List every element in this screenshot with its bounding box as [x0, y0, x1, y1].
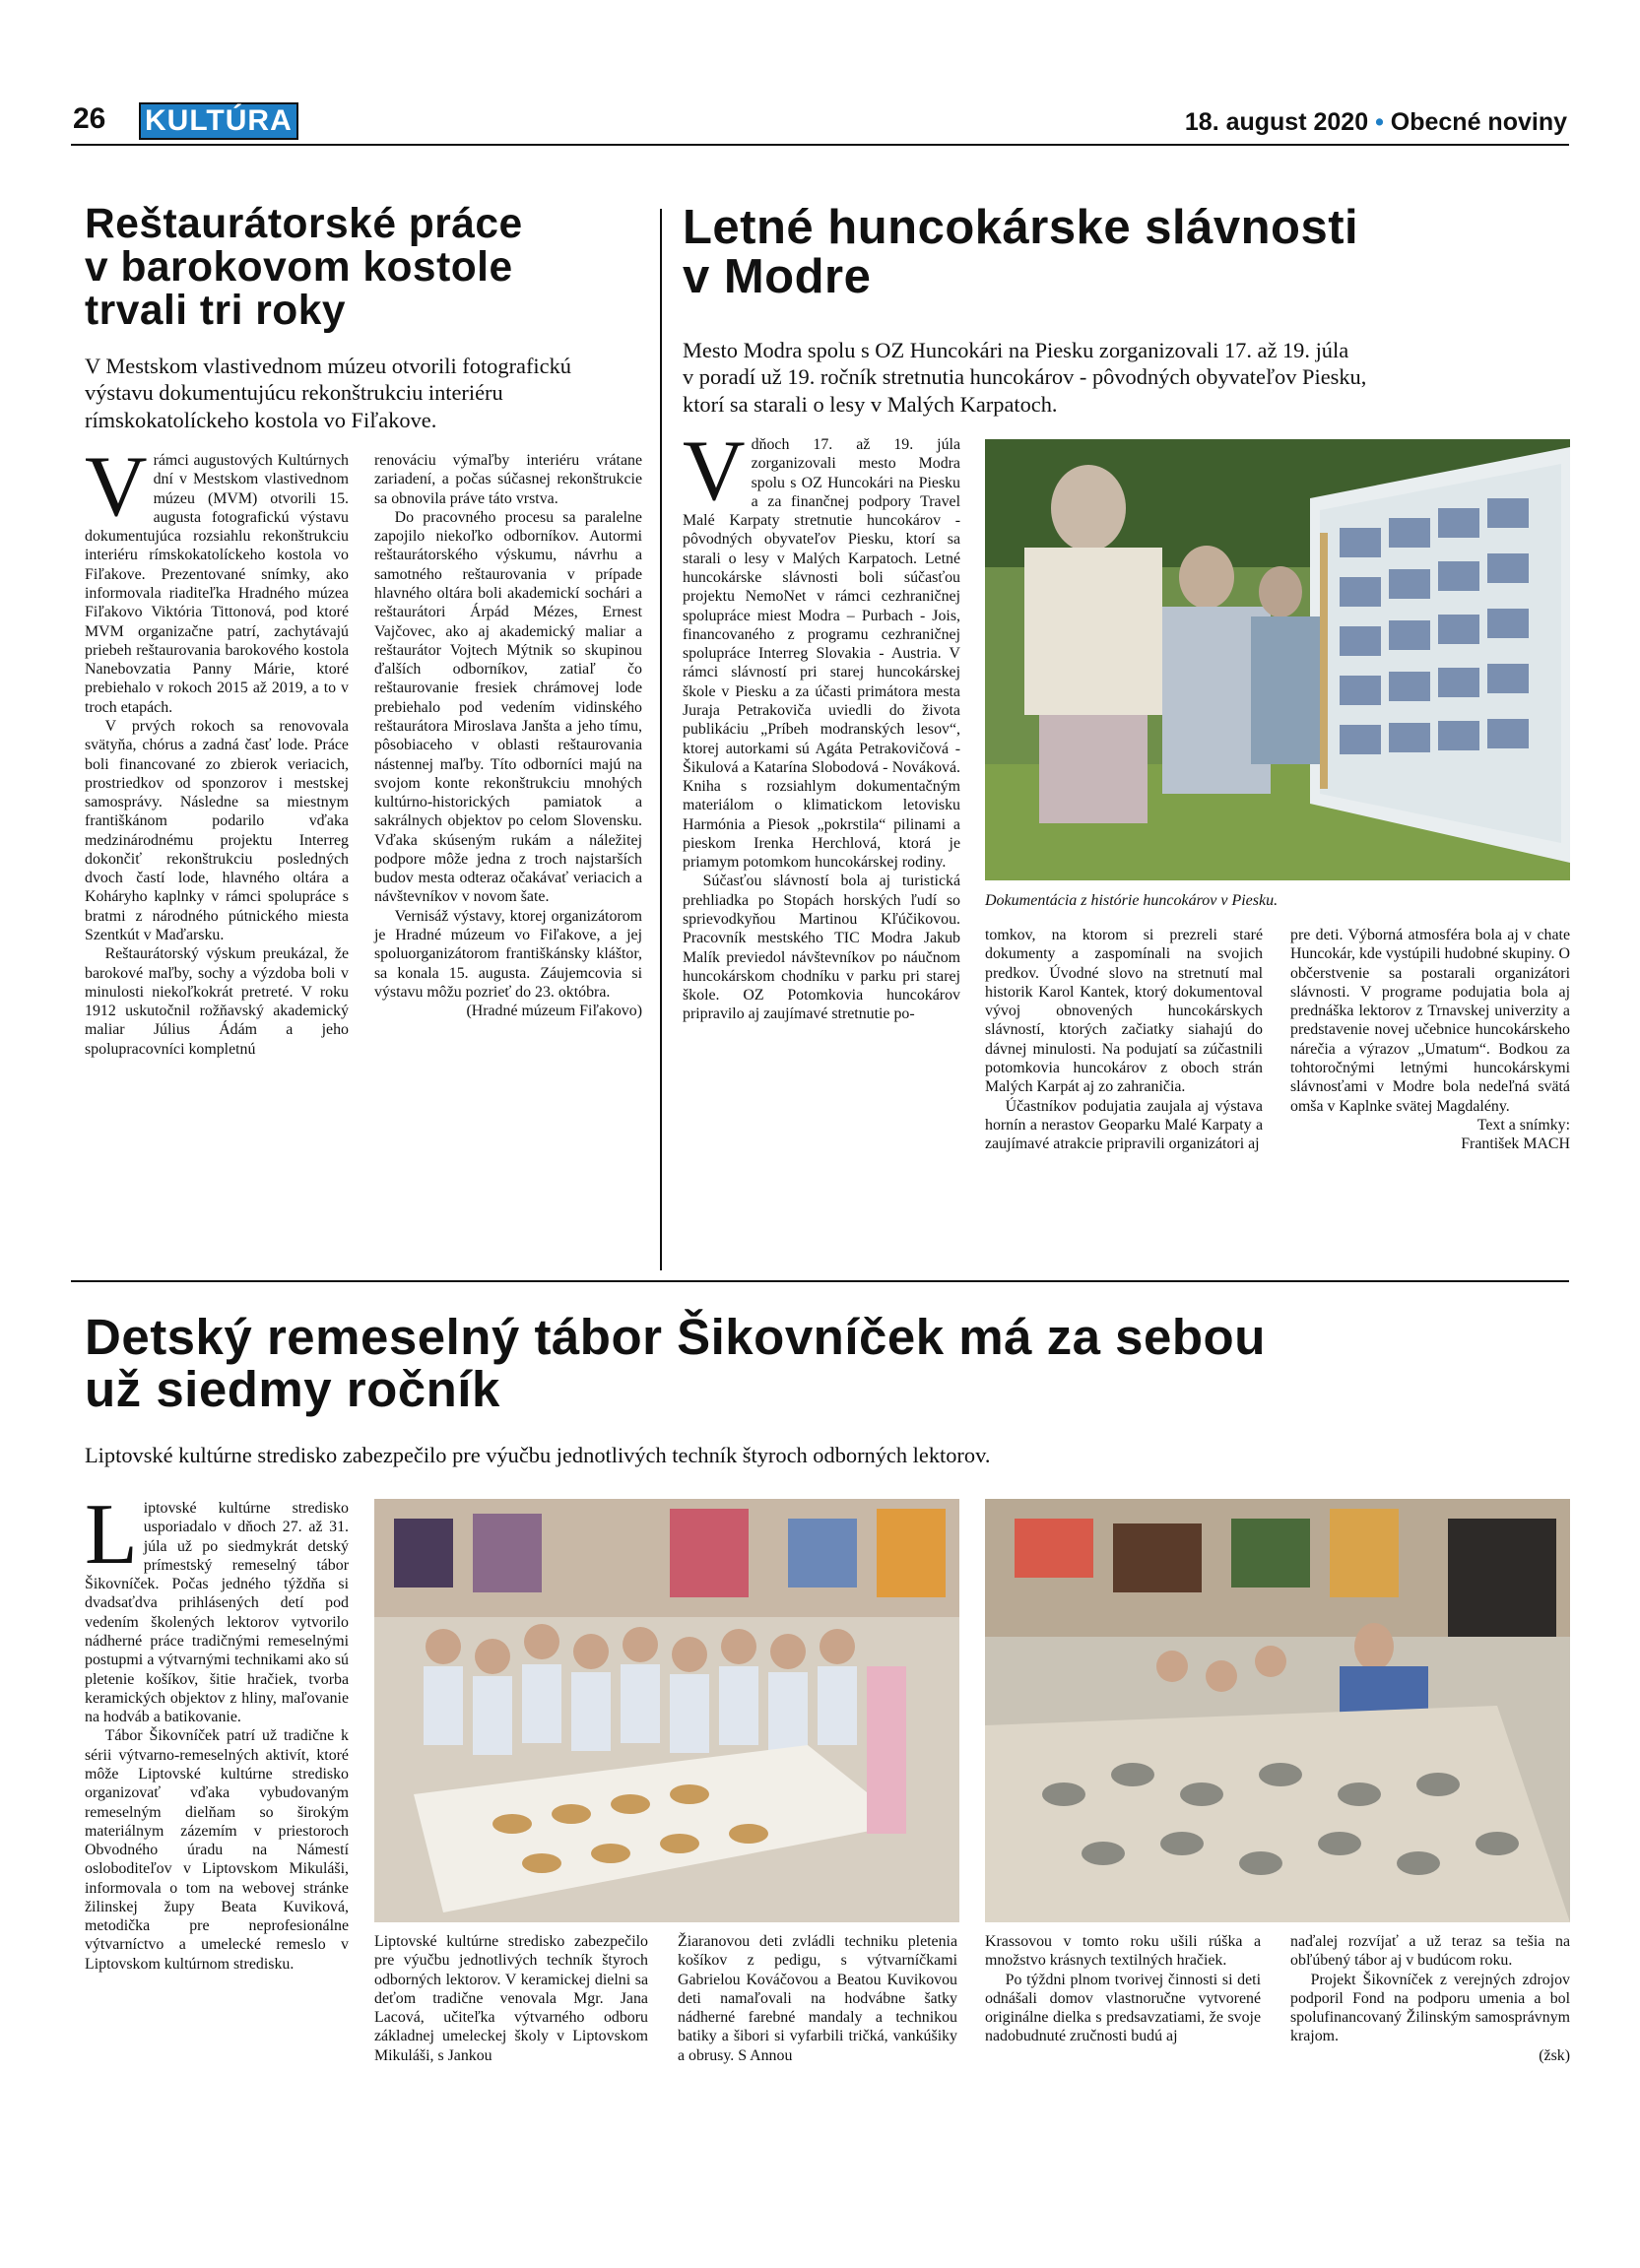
page-number: 26	[73, 102, 106, 135]
lead-line: v poradí už 19. ročník stretnutia huncokárov - pôvodných obyvateľov Piesku,	[683, 364, 1367, 390]
paragraph: V prvých rokoch sa renovovala svätyňa, chórus a zadná časť lode. Práce boli financované zo zbierok veriacich, prostriedkov od sponzorov i mestskej samosprávy. Následne sa miestnym františkánom podarilo vďaka medzinárodnému projektu Interreg dokončiť rekonštrukciu posledných dvoch častí lode, hlavného oltára a Koháryho kaplnky v rámci spolupráce s bratmi z národného pútnického miesta Szentkút v Maďarsku.	[85, 717, 349, 944]
title-line: Reštaurátorské práce	[85, 201, 523, 247]
article3-col5	[1290, 1932, 1570, 2129]
dropcap: V	[85, 439, 148, 535]
paragraph: Do pracovného procesu sa paralelne zapojilo niekoľko odborníkov. Autormi reštaurátorského výskumu, návrhu a samotného reštaurovania v prípade hlavného oltára boli akademickí sochári a reštaurátori Árpád Mézes, Ernest Vajčovec, ako aj akademický maliar a reštaurátor Vojtech Mýtnik so skupinou ďalších odborníkov, zatiaľ čo reštaurovanie fresiek chrámovej lode prebiehalo pod vedením vidinského reštaurátora Miroslava Janšta a jeho tímu, pôsobiaceho v oblasti reštaurovania nástennej maľby. Títo odborníci majú na svojom konte rekonštrukciu mnohých kultúrno-historických pamiatok a sakrálnych objektov po celom Slovensku. Vďaka skúseným rukám a náležitej podpore môže jedna z troch najstarších budov mesta odteraz očakávať veriacich a návštevníkov v novom šate.	[374, 508, 642, 906]
paragraph: iptovské kultúrne stredisko usporiadalo v dňoch 27. až 31. júla už po siedmykrát detský prímestský remeselný tábor Šikovníček. Počas jedného týždňa si dvadsaťdva prihlásených detí pod vedením školených lektorov vytvorilo nádherné práce tradičnými remeselnými postupmi a výtvarnými technikami ako sú pletenie košíkov, šitie hračiek, tvorba keramických objektov z hliny, maľovanie na hodváb a batikovanie.	[85, 1500, 349, 1726]
paragraph: rámci augustových Kultúrnych dní v Mestskom vlastivednom múzeu (MVM) otvorili 15. augusta fotografickú výstavu dokumentujúca rozsiahlu rekonštrukciu interiéru rímskokatolíckeho kostola vo Fiľakove. Prezentované snímky, ako informovala riaditeľka Hradného múzea Fiľakovo Viktória Tittonová, pod ktoré MVM organizačne patrí, zachytávajú priebeh reštaurovania barokového kostola Nanebovzatia Panny Márie, ktoré prebiehalo v rokoch 2015 až 2019, a to v troch etapách.	[85, 452, 349, 716]
paragraph: Vernisáž výstavy, ktorej organizátorom je Hradné múzeum vo Fiľakove, a jej spoluorganizátorom františkánsky kláštor, sa konala 15. augusta. Záujemcovia si výstavu môžu pozrieť do 23. októbra.	[374, 907, 642, 1001]
column-divider	[660, 209, 662, 1270]
lead-line: V Mestskom vlastivednom múzeu otvorili fotografickú	[85, 354, 571, 378]
section-rule	[71, 1280, 1569, 1282]
paragraph: dňoch 17. až 19. júla zorganizovali mesto Modra spolu s OZ Huncokári na Piesku a za finančnej podpory Travel Malé Karpaty stretnutie huncokárov - pôvodných obyvateľov Piesku, ktorí sa starali o lesy v Malých Karpatoch. Letné huncokárske slávnosti boli súčasťou projektu NemoNet v rámci cezhraničnej spolupráce miest Modra – Purbach - Jois, financovaného z programu cezhraničnej spolupráce Interreg Slovakia - Austria. V rámci slávností pri starej huncokárskej škole v Piesku a za účasti primátora mesta Juraja Petrakoviča uviedli do života publikáciu „Príbeh modranských lesov“, ktorej autorkami sú Agáta Petrakovičová - Šikulová a Katarína Slobodová - Nováková. Kniha s rozsiahlym dokumentačným materiálom o klimatickom letovisku Harmónia a Piesok „pokrstila“ pilinami a pieskom Irenka Herchlová, ktorá je priamym potomkom huncokárskej rodiny.	[683, 436, 960, 872]
article2-col1	[683, 423, 960, 1272]
paragraph: pre deti. Výborná atmosféra bola aj v chate Huncokár, kde vystúpili hudobné skupiny. O občerstvenie sa postarali organizátori slávnosti. V programe podujatia bola aj prednáška lektorov z Trnavskej univerzity a predstavenie novej učebnice huncokárskeho nárečia a výrazov „Umatum“. Bodkou za tohtoročnými letnými huncokárskymi slávnosťami v Modre bola nedeľná svätá omša v Kaplnke svätej Magdalény.	[1290, 927, 1570, 1115]
article2-col2	[985, 926, 1263, 1270]
section-label: KULTÚRA	[139, 102, 298, 140]
title-line: Letné huncokárske slávnosti	[683, 201, 1359, 254]
lead-line: Mesto Modra spolu s OZ Huncokári na Piesku zorganizovali 17. až 19. júla	[683, 338, 1349, 362]
article1-title	[85, 203, 646, 332]
paragraph: Žiaranovou deti zvládli techniku pletenia košíkov z pedigu, s výtvarníčkami Gabrielou Kováčovou a Beatou Kuvikovou deti namaľovali na hodvábne šatky nádherné farebné mandaly a technikou batiky a šibori si vyfarbili tričká, vankúšiky a obrusy. S Annou	[678, 1933, 957, 2064]
paragraph: Liptovské kultúrne stredisko zabezpečilo pre výučbu jednotlivých techník štyroch odborných lektorov. V keramickej dielni sa deťom tradične venovala Mgr. Jana Lacová, učiteľka výtvarného odboru základnej umeleckej školy v Liptovskom Mikuláši, s Jankou	[374, 1933, 648, 2064]
dropcap: V	[683, 423, 746, 519]
paragraph: Krassovou v tomto roku ušili rúška a množstvo krásnych textilných hračiek.	[985, 1933, 1261, 1970]
paragraph: Reštaurátorský výskum preukázal, že barokové maľby, sochy a výzdoba boli v minulosti niekoľkokrát pretreté. V roku 1912 uskutočnil rožňavský akademický maliar Július Ádám a jeho spolupracovníci kompletnú	[85, 945, 349, 1058]
signature-author: František MACH	[1461, 1135, 1570, 1153]
article3-col1	[85, 1487, 349, 2109]
separator-dot: •	[1375, 108, 1384, 136]
issue-date: 18. august 2020	[1184, 108, 1369, 136]
signature-label: Text a snímky:	[1476, 1116, 1570, 1134]
article2-photo	[985, 439, 1570, 880]
article3-col4	[985, 1932, 1261, 2129]
article1-lead	[85, 353, 656, 433]
article1-col2	[374, 451, 642, 1259]
title-line: v barokovom kostole	[85, 243, 513, 291]
publication-name: Obecné noviny	[1390, 108, 1567, 136]
title-line: trvali tri roky	[85, 287, 346, 334]
paragraph: Tábor Šikovníček patrí už tradične k sérii výtvarno-remeselných aktivít, ktoré môže Liptovské kultúrne stredisko organizovať vďaka vybudovaným remeselným dielňam so širokým materiálnym zázemím v priestoroch Obvodného úradu na Námestí osloboditeľov v Liptovskom Mikuláši, informovala o tom na webovej stránke žilinskej župy Beata Kuviková, metodička pre neprofesionálne výtvarníctvo a umelecké remeslo v Liptovskom kultúrnom stredisku.	[85, 1727, 349, 1973]
dropcap: L	[85, 1487, 138, 1583]
article3-title	[85, 1309, 1562, 1417]
title-line: v Modre	[683, 250, 872, 304]
article2-title	[683, 203, 1569, 302]
signature: (Hradné múzeum Fiľakovo)	[466, 1003, 642, 1020]
article2-caption: Dokumentácia z histórie huncokárov v Piesku.	[985, 892, 1279, 909]
paragraph: Po týždni plnom tvorivej činnosti si deti odnášali domov vlastnoručne vytvorené originálne dielka s predsavzatiami, že svoje nadobudnuté zručnosti budú aj	[985, 1971, 1261, 2045]
paragraph: Súčasťou slávností bola aj turistická prehliadka po Stopách horských ľudí so sprievodkyňou Martinou Kľúčikovou. Pracovník mestského TIC Modra Jakub Malík previedol návštevníkov po náučnom huncokárskom chodníku v parku pri starej škole. OZ Potomkovia huncokárov pripravilo aj zaujímavé stretnutie po-	[683, 873, 960, 1023]
paragraph: renováciu výmaľby interiéru vrátane zariadení, a počas súčasnej rekonštrukcie sa obnovila práve táto vrstva.	[374, 452, 642, 507]
article2-col3	[1290, 926, 1570, 1270]
article1-col1	[85, 439, 349, 1259]
article3-photo-left	[374, 1499, 959, 1922]
header-rule	[71, 144, 1569, 146]
lead-line: ktorí sa starali o lesy v Malých Karpatoch.	[683, 391, 1058, 417]
issue-info	[1185, 108, 1567, 137]
paragraph: tomkov, na ktorom si prezreli staré dokumenty a zaspomínali na svojich predkov. Úvodné slovo na stretnutí mal historik Karol Kantek, ktorý dokumentoval vývoj obnovených huncokárskych slávností, ktorých začiatky siahajú do dávnej minulosti. Na podujatí sa zúčastnili potomkovia huncokárov z oboch strán Malých Karpát aj zo zahraničia.	[985, 927, 1263, 1096]
article3-lead: Liptovské kultúrne stredisko zabezpečilo pre výučbu jednotlivých techník štyroch odborných lektorov.	[85, 1443, 991, 1467]
signature: (žsk)	[1539, 2046, 1570, 2064]
article2-lead	[683, 337, 1569, 418]
article3-col3	[678, 1932, 957, 2129]
paragraph: naďalej rozvíjať a už teraz sa tešia na obľúbený tábor aj v budúcom roku.	[1290, 1933, 1570, 1970]
title-line: už siedmy ročník	[85, 1360, 500, 1417]
paragraph: Účastníkov podujatia zaujala aj výstava hornín a nerastov Geoparku Malé Karpaty a zaujímavé atrakcie pripravili organizátori aj	[985, 1097, 1263, 1153]
paragraph: Projekt Šikovníček z verejných zdrojov podporil Fond na podporu umenia a bol spolufinancovaný Žilinským samosprávnym krajom.	[1290, 1971, 1570, 2045]
lead-line: výstavu dokumentujúcu rekonštrukciu interiéru	[85, 380, 503, 406]
article3-photo-right	[985, 1499, 1570, 1922]
title-line: Detský remeselný tábor Šikovníček má za sebou	[85, 1309, 1266, 1365]
article3-col2	[374, 1932, 648, 2129]
lead-line: rímskokatolíckeho kostola vo Fiľakove.	[85, 407, 437, 432]
